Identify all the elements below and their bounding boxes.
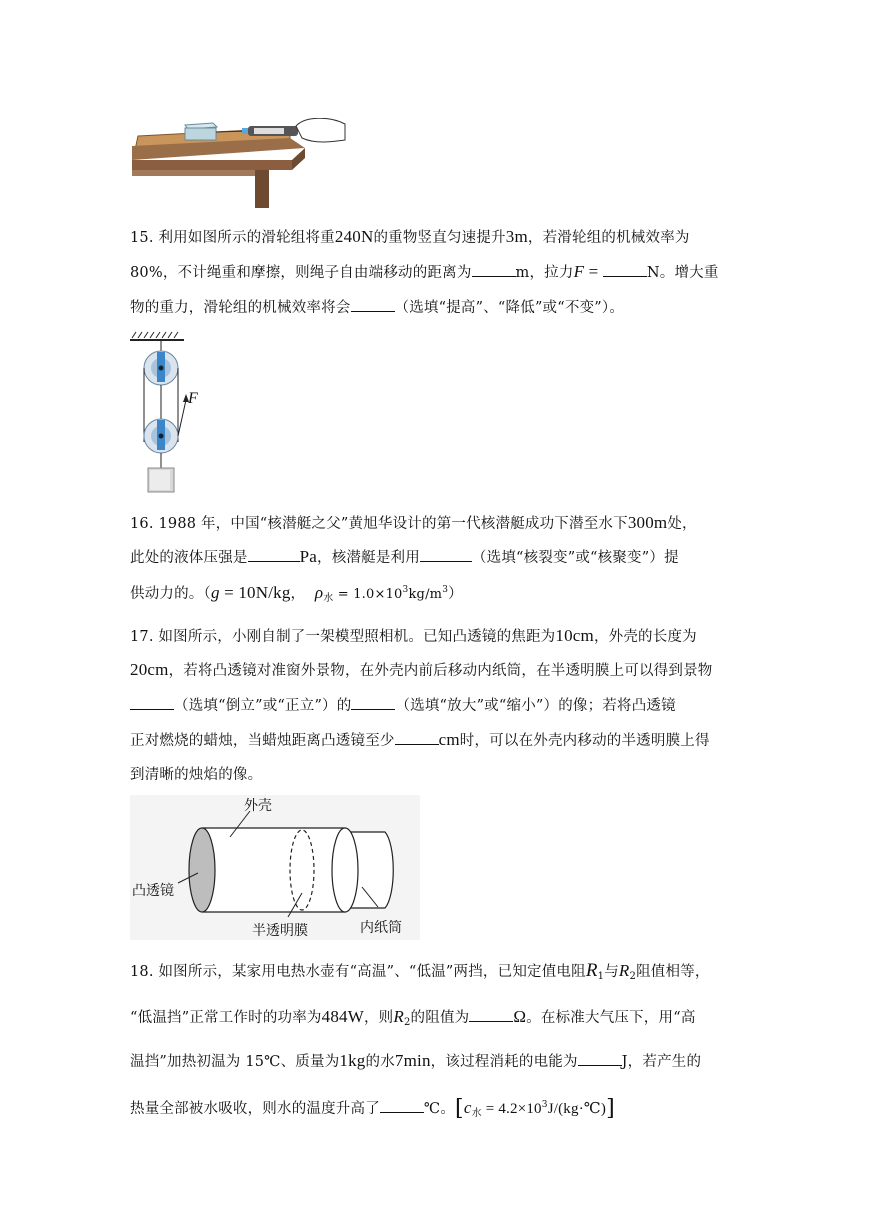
label-lens: 凸透镜 <box>132 883 174 899</box>
answer-blank[interactable] <box>420 560 472 562</box>
pulley-force-label: F <box>188 390 198 407</box>
answer-blank[interactable] <box>380 1111 424 1113</box>
q17-line2: 20cm，若将凸透镜对准窗外景物，在外壳内前后移动内纸筒，在半透明膜上可以得到景物 <box>130 660 713 679</box>
q15-line3: 物的重力，滑轮组的机械效率将会 （选填“提高”、“降低”或“不变”）。 <box>130 300 625 316</box>
q15-line1: 15. 利用如图所示的滑轮组将重240N的重物竖直匀速提升3m，若滑轮组的机械效率为 <box>130 227 690 246</box>
q18-line4: 热量全部被水吸收，则水的温度升高了 ℃。[$c_水$ = $4.2\times 10^3J/(kg\cdot℃)$] <box>130 1096 615 1121</box>
answer-blank[interactable] <box>351 708 395 710</box>
answer-blank[interactable] <box>472 275 516 277</box>
answer-blank[interactable] <box>248 560 300 562</box>
q16-line1: 16. 1988 年，中国“核潜艇之父”黄旭华设计的第一代核潜艇成功下潜至水下300m处， <box>130 513 697 532</box>
q15-line2: 80%，不计绳重和摩擦，则绳子自由端移动的距离为 m，拉力F = N。增大重 <box>130 262 719 281</box>
figure-spring-scale-table <box>130 118 350 210</box>
q17-line4: 正对燃烧的蜡烛，当蜡烛距离凸透镜至少 cm时，可以在外壳内移动的半透明膜上得 <box>130 730 710 749</box>
q18-line3: 温挡”加热初温为 15℃、质量为1kg的水7min，该过程消耗的电能为 J，若产生的 <box>130 1051 702 1070</box>
label-inner-tube: 内纸筒 <box>360 920 402 936</box>
answer-blank[interactable] <box>578 1064 622 1066</box>
label-shell: 外壳 <box>244 798 272 814</box>
answer-blank[interactable] <box>469 1020 513 1022</box>
q18-line1: 18. 如图所示，某家用电热水壶有“高温”、“低温”两挡，已知定值电阻$R_1$与$R_2$阻值相等， <box>130 960 710 982</box>
q17-line5: 到清晰的烛焰的像。 <box>130 767 263 783</box>
q18-line2: “低温挡”正常工作时的功率为484W，则$R_2$的阻值为 Ω。在标准大气压下，用“高 <box>130 1007 696 1028</box>
answer-blank[interactable] <box>395 743 439 745</box>
q16-line3: 供动力的。（g = 10N/kg， $\rho_水 = 1.0\times 10^3kg/m^3$） <box>130 583 463 604</box>
q16-line2: 此处的液体压强是 Pa，核潜艇是利用 （选填“核裂变”或“核聚变”）提 <box>130 547 679 566</box>
q17-line3: （选填“倒立”或“正立”）的 （选填“放大”或“缩小”）的像；若将凸透镜 <box>130 694 676 715</box>
q17-line1: 17. 如图所示，小刚自制了一架模型照相机。已知凸透镜的焦距为10cm，外壳的长度为 <box>130 626 697 645</box>
figure-pulley-system <box>128 330 208 495</box>
answer-blank[interactable] <box>603 275 647 277</box>
label-film: 半透明膜 <box>252 923 308 939</box>
answer-blank[interactable] <box>130 708 174 710</box>
answer-blank[interactable] <box>351 310 395 312</box>
